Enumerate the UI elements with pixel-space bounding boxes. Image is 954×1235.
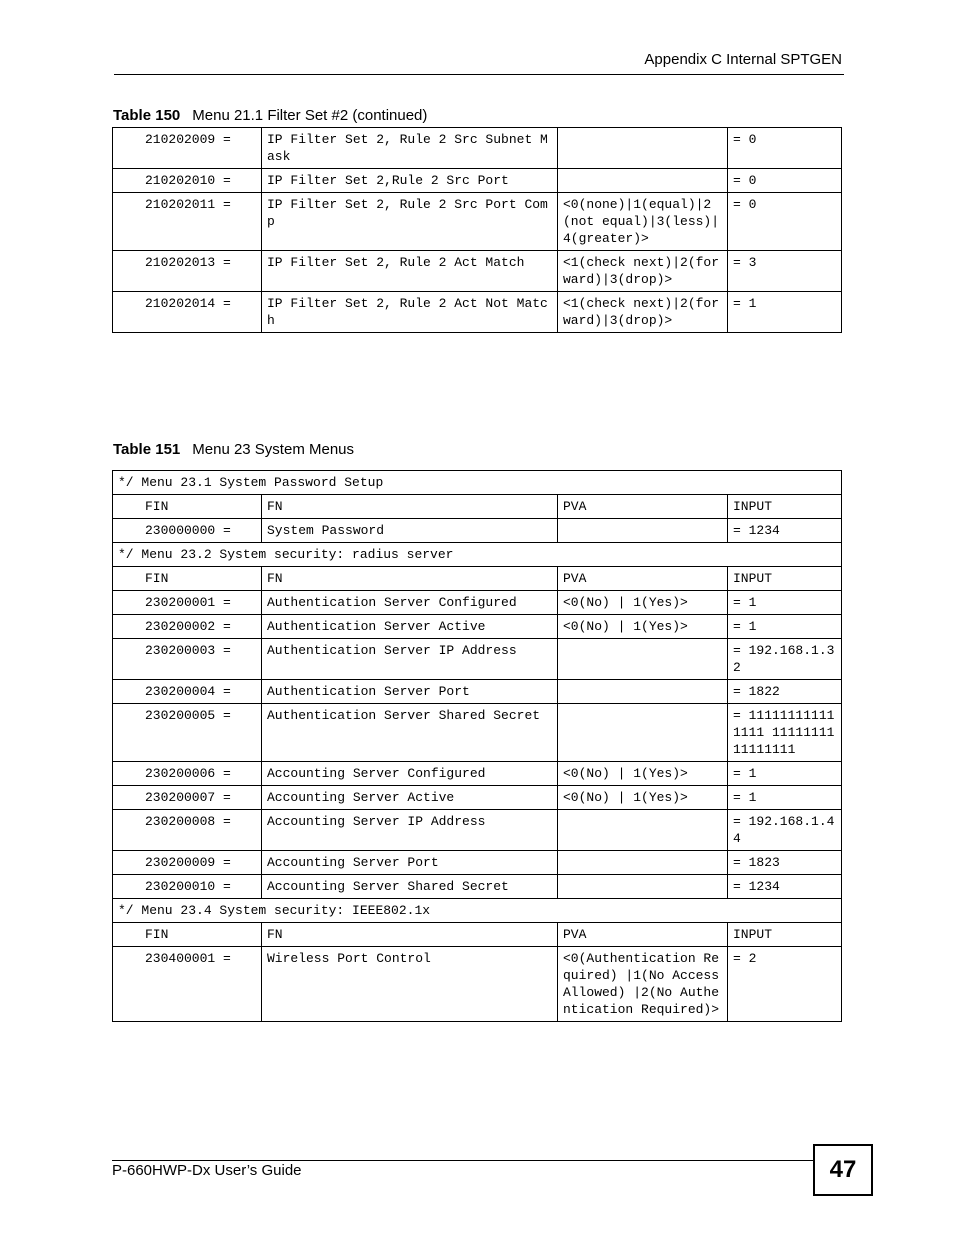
fn-cell: IP Filter Set 2, Rule 2 Src Port Comp — [262, 193, 558, 251]
section-title: */ Menu 23.1 System Password Setup — [113, 471, 842, 495]
header-fin: FIN — [113, 923, 262, 947]
table-150-caption — [113, 107, 427, 124]
section-row — [113, 543, 842, 567]
table-row — [113, 680, 842, 704]
section-row — [113, 899, 842, 923]
fin-cell: 230200003 = — [113, 639, 262, 680]
pva-cell — [558, 128, 728, 169]
fn-cell: Accounting Server Active — [262, 786, 558, 810]
column-header-row — [113, 495, 842, 519]
table-row — [113, 591, 842, 615]
fn-cell: IP Filter Set 2, Rule 2 Act Match — [262, 251, 558, 292]
table-151 — [112, 470, 842, 1022]
table-row — [113, 875, 842, 899]
pva-cell — [558, 810, 728, 851]
header-input: INPUT — [728, 567, 842, 591]
section-title: */ Menu 23.4 System security: IEEE802.1x — [113, 899, 842, 923]
table-row — [113, 615, 842, 639]
table-row — [113, 762, 842, 786]
fin-cell: 210202011 = — [113, 193, 262, 251]
fn-cell: Authentication Server Port — [262, 680, 558, 704]
pva-cell: <0(Authentication Required) |1(No Access Allowed) |2(No Authentication Required)> — [558, 947, 728, 1022]
fin-cell: 230200008 = — [113, 810, 262, 851]
fn-cell: IP Filter Set 2, Rule 2 Act Not Match — [262, 292, 558, 333]
table-150-title: Menu 21.1 Filter Set #2 (continued) — [192, 107, 428, 124]
input-cell: = 1234 — [728, 875, 842, 899]
table-row — [113, 169, 842, 193]
running-header: Appendix C Internal SPTGEN — [644, 51, 842, 68]
fin-cell: 230200007 = — [113, 786, 262, 810]
header-rule — [114, 74, 844, 75]
input-cell: = 111111111111111 1111111111111111 — [728, 704, 842, 762]
pva-cell — [558, 680, 728, 704]
section-row — [113, 471, 842, 495]
input-cell: = 2 — [728, 947, 842, 1022]
pva-cell — [558, 639, 728, 680]
pva-cell: <1(check next)|2(forward)|3(drop)> — [558, 292, 728, 333]
table-151-caption — [113, 441, 354, 458]
pva-cell — [558, 875, 728, 899]
input-cell: = 1 — [728, 786, 842, 810]
column-header-row — [113, 567, 842, 591]
table-row — [113, 193, 842, 251]
table-row — [113, 810, 842, 851]
header-input: INPUT — [728, 495, 842, 519]
fin-cell: 230200006 = — [113, 762, 262, 786]
table-row — [113, 851, 842, 875]
table-150 — [112, 127, 842, 333]
input-cell: = 0 — [728, 169, 842, 193]
table-151-title: Menu 23 System Menus — [192, 441, 355, 458]
input-cell: = 1234 — [728, 519, 842, 543]
fin-cell: 230200005 = — [113, 704, 262, 762]
fin-cell: 210202009 = — [113, 128, 262, 169]
input-cell: = 1822 — [728, 680, 842, 704]
fn-cell: Accounting Server Configured — [262, 762, 558, 786]
pva-cell: <0(No) | 1(Yes)> — [558, 786, 728, 810]
pva-cell — [558, 704, 728, 762]
section-title: */ Menu 23.2 System security: radius server — [113, 543, 842, 567]
fn-cell: Authentication Server IP Address — [262, 639, 558, 680]
fn-cell: System Password — [262, 519, 558, 543]
fin-cell: 230200004 = — [113, 680, 262, 704]
pva-cell — [558, 851, 728, 875]
table-row — [113, 947, 842, 1022]
input-cell: = 1 — [728, 615, 842, 639]
column-header-row — [113, 923, 842, 947]
input-cell: = 1 — [728, 591, 842, 615]
fn-cell: Accounting Server Port — [262, 851, 558, 875]
header-fn: FN — [262, 923, 558, 947]
table-row — [113, 639, 842, 680]
fin-cell: 210202010 = — [113, 169, 262, 193]
fin-cell: 210202014 = — [113, 292, 262, 333]
input-cell: = 1823 — [728, 851, 842, 875]
table-row — [113, 292, 842, 333]
header-pva: PVA — [558, 567, 728, 591]
fin-cell: 230200001 = — [113, 591, 262, 615]
pva-cell: <0(No) | 1(Yes)> — [558, 762, 728, 786]
pva-cell: <1(check next)|2(forward)|3(drop)> — [558, 251, 728, 292]
fin-cell: 230400001 = — [113, 947, 262, 1022]
fin-cell: 230200009 = — [113, 851, 262, 875]
fn-cell: IP Filter Set 2, Rule 2 Src Subnet Mask — [262, 128, 558, 169]
table-150-label: Table 150 — [113, 107, 181, 124]
fin-cell: 210202013 = — [113, 251, 262, 292]
fn-cell: Authentication Server Active — [262, 615, 558, 639]
pva-cell: <0(none)|1(equal)|2(not equal)|3(less)|4(greater)> — [558, 193, 728, 251]
pva-cell: <0(No) | 1(Yes)> — [558, 615, 728, 639]
table-row — [113, 786, 842, 810]
fin-cell: 230200010 = — [113, 875, 262, 899]
input-cell: = 3 — [728, 251, 842, 292]
pva-cell: <0(No) | 1(Yes)> — [558, 591, 728, 615]
input-cell: = 0 — [728, 193, 842, 251]
table-row — [113, 251, 842, 292]
fn-cell: Accounting Server Shared Secret — [262, 875, 558, 899]
guide-title: P-660HWP-Dx User’s Guide — [112, 1162, 302, 1179]
pva-cell — [558, 169, 728, 193]
footer-rule — [112, 1160, 813, 1161]
header-fin: FIN — [113, 495, 262, 519]
table-row — [113, 704, 842, 762]
page-number: 47 — [813, 1144, 873, 1196]
input-cell: = 1 — [728, 762, 842, 786]
fn-cell: Authentication Server Configured — [262, 591, 558, 615]
input-cell: = 192.168.1.32 — [728, 639, 842, 680]
input-cell: = 1 — [728, 292, 842, 333]
input-cell: = 0 — [728, 128, 842, 169]
table-row — [113, 128, 842, 169]
table-row — [113, 519, 842, 543]
header-input: INPUT — [728, 923, 842, 947]
pva-cell — [558, 519, 728, 543]
fn-cell: Accounting Server IP Address — [262, 810, 558, 851]
fn-cell: Wireless Port Control — [262, 947, 558, 1022]
header-fn: FN — [262, 495, 558, 519]
fin-cell: 230000000 = — [113, 519, 262, 543]
table-151-label: Table 151 — [113, 441, 181, 458]
header-pva: PVA — [558, 495, 728, 519]
header-fn: FN — [262, 567, 558, 591]
header-pva: PVA — [558, 923, 728, 947]
input-cell: = 192.168.1.44 — [728, 810, 842, 851]
fn-cell: IP Filter Set 2,Rule 2 Src Port — [262, 169, 558, 193]
fn-cell: Authentication Server Shared Secret — [262, 704, 558, 762]
fin-cell: 230200002 = — [113, 615, 262, 639]
header-fin: FIN — [113, 567, 262, 591]
